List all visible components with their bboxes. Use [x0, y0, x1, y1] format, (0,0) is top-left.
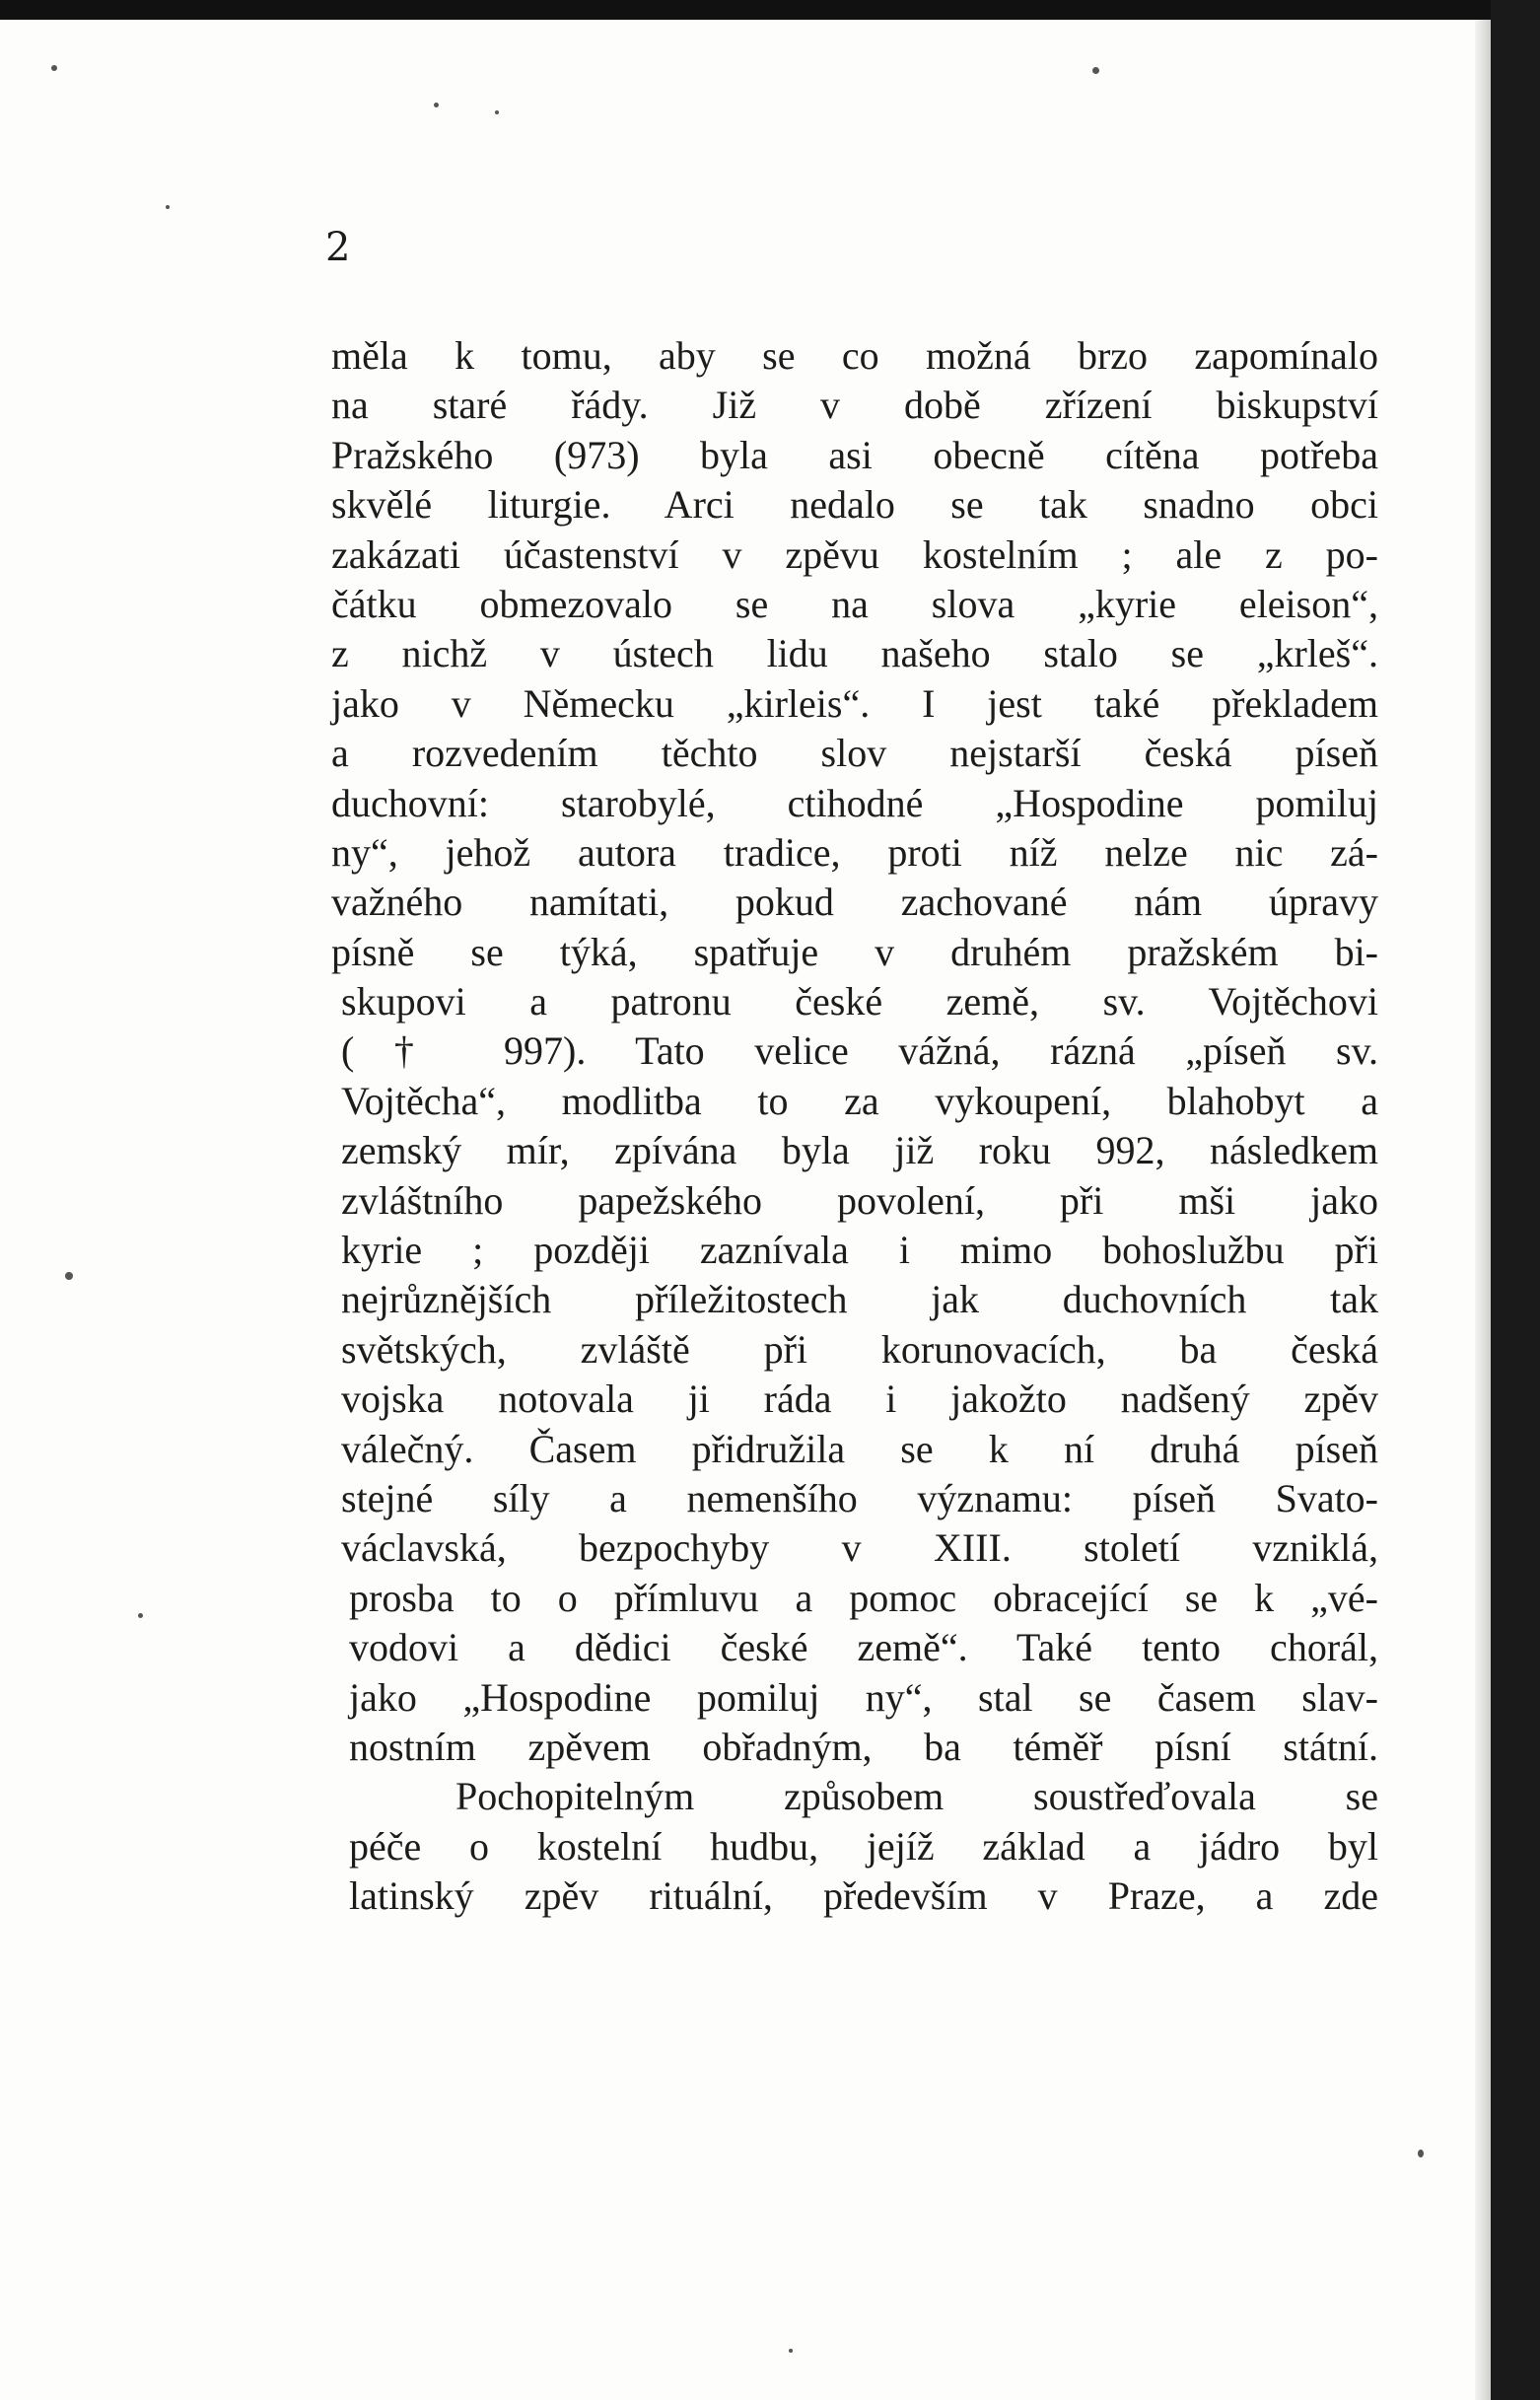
dust-speck [138, 1613, 143, 1618]
dust-speck [495, 110, 499, 114]
page-fold-shadow [1475, 20, 1491, 2400]
text-line: světských, zvláště při korunovacích, ba česká [341, 1326, 1378, 1372]
text-line: važného namítati, pokud zachované nám úpravy [331, 880, 1378, 925]
text-line: zvláštního papežského povolení, při mši jako [341, 1177, 1378, 1223]
text-line: latinský zpěv rituální, především v Praze, a zde [349, 1873, 1378, 1919]
text-line: péče o kostelní hudbu, jejíž základ a jádro byl [349, 1823, 1378, 1869]
text-line: válečný. Časem přidružila se k ní druhá píseň [341, 1426, 1378, 1471]
text-line: vodovi a dědici české země“. Také tento chorál, [349, 1625, 1378, 1670]
dust-speck [166, 205, 170, 209]
text-line: měla k tomu, aby se co možná brzo zapomínalo [331, 333, 1378, 378]
dust-speck [1418, 2150, 1424, 2157]
dust-speck [1092, 67, 1099, 74]
text-line: Pražského (973) byla asi obecně cítěna potřeba [331, 432, 1378, 477]
dust-speck [789, 2349, 793, 2353]
page-number: 2 [325, 225, 351, 270]
text-line: († 997). Tato velice vážná, rázná „píseň sv. [341, 1028, 1378, 1074]
scan-right-edge [1491, 0, 1540, 2400]
text-line: Vojtěcha“, modlitba to za vykoupení, blahobyt a [341, 1078, 1378, 1123]
text-line: zakázati účastenství v zpěvu kostelním ; ale z po- [331, 531, 1378, 577]
text-line: písně se týká, spatřuje v druhém pražském bi- [331, 929, 1378, 974]
text-line: ny“, jehož autora tradice, proti níž nelze nic zá- [331, 829, 1378, 875]
dust-speck [65, 1272, 73, 1280]
text-line: duchovní: starobylé, ctihodné „Hospodine pomiluj [331, 780, 1378, 825]
text-line: skupovi a patronu české země, sv. Vojtěchovi [341, 979, 1378, 1024]
text-line: čátku obmezovalo se na slova „kyrie eleison“, [331, 581, 1378, 626]
text-line: vojska notovala ji ráda i jakožto nadšený zpěv [341, 1376, 1378, 1422]
body-text [331, 331, 1378, 1922]
text-line: Pochopitelným způsobem soustřeďovala se [455, 1774, 1378, 1819]
text-line: nejrůznějších příležitostech jak duchovních tak [341, 1277, 1378, 1322]
text-line: nostním zpěvem obřadným, ba téměř písní státní. [349, 1724, 1378, 1769]
text-line: václavská, bezpochyby v XIII. století vzniklá, [341, 1525, 1378, 1571]
text-line: prosba to o přímluvu a pomoc obracející se k „vé- [349, 1575, 1378, 1620]
text-line: jako „Hospodine pomiluj ny“, stal se časem slav- [349, 1674, 1378, 1720]
text-line: zemský mír, zpívána byla již roku 992, následkem [341, 1128, 1378, 1173]
text-line: a rozvedením těchto slov nejstarší česká píseň [331, 731, 1378, 776]
text-line: kyrie ; později zaznívala i mimo bohoslužbu při [341, 1228, 1378, 1273]
dust-speck [434, 103, 439, 107]
text-line: jako v Německu „kirleis“. I jest také překladem [331, 680, 1378, 726]
scan-top-edge [0, 0, 1540, 20]
text-line: z nichž v ústech lidu našeho stalo se „krleš“. [331, 631, 1378, 676]
text-line: skvělé liturgie. Arci nedalo se tak snadno obci [331, 482, 1378, 528]
text-line: na staré řády. Již v době zřízení biskupství [331, 383, 1378, 428]
dust-speck [51, 65, 57, 71]
text-line: stejné síly a nemenšího významu: píseň Svato- [341, 1475, 1378, 1520]
